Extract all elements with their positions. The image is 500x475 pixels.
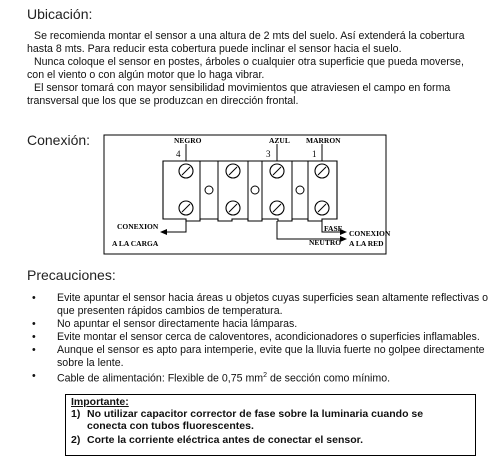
precaucion-item: • Evite apuntar el sensor hacia áreas u objetos cuyas superficies sean altamente reflectivas o — [32, 292, 489, 304]
terminal-number-1: 1 — [312, 149, 317, 159]
precauciones-heading: Precauciones: — [27, 267, 116, 283]
importante-item-text: conecta con tubos fluorescentes. — [87, 420, 254, 432]
importante-item-text: Corte la corriente eléctrica antes de conectar el sensor. — [87, 434, 364, 446]
label-azul: AZUL — [269, 136, 290, 145]
label-red-1: CONEXION — [349, 229, 391, 238]
precaucion-item-cable: • Cable de alimentación: Flexible de 0,75 $mm^2$ de sección como mínimo. — [32, 370, 391, 385]
ubicacion-line: Nunca coloque el sensor en postes, árboles o cualquier otra superficie que pueda moverse, — [34, 56, 464, 68]
precaucion-item: • No apuntar el sensor directamente hacia lámparas. — [32, 318, 298, 330]
terminal-number-4: 4 — [176, 149, 181, 159]
screw-top-3 — [270, 164, 284, 178]
precaucion-item-continuation: que presenten rápidos cambios de temperatura. — [57, 305, 283, 317]
screw-bottom-2 — [226, 201, 240, 215]
screw-top-4 — [315, 164, 329, 178]
bullet-icon: • — [32, 318, 36, 330]
precaucion-item-continuation: sobre la lente. — [57, 357, 124, 369]
hole — [205, 186, 213, 194]
label-fase: FASE — [324, 224, 343, 233]
label-negro: NEGRO — [174, 136, 202, 145]
bullet-icon: • — [32, 344, 36, 356]
diagram-frame — [104, 135, 386, 254]
bullet-icon: • — [32, 331, 36, 343]
importante-item-text: No utilizar capacitor corrector de fase sobre la luminaria cuando se — [87, 408, 424, 420]
arrow-carga — [160, 229, 167, 235]
screw-bottom-3 — [270, 201, 284, 215]
hole — [251, 186, 259, 194]
label-red-2: A LA RED — [349, 239, 384, 248]
hole — [296, 186, 304, 194]
screw-bottom-1 — [179, 201, 193, 215]
precaucion-item: • Evite montar el sensor cerca de caloventores, acondicionadores o superficies inflamables. — [32, 331, 480, 343]
terminal-number-3: 3 — [266, 149, 271, 159]
importante-title: Importante: — [71, 396, 129, 408]
ubicacion-line: con el viento o con algún motor que lo haga vibrar. — [27, 69, 265, 81]
label-neutro: NEUTRO — [309, 238, 342, 247]
ubicacion-heading: Ubicación: — [27, 6, 93, 22]
label-marron: MARRON — [306, 136, 341, 145]
label-carga-2: A LA CARGA — [112, 239, 159, 248]
ubicacion-line: transversal que los que se produzcan en dirección frontal. — [27, 95, 299, 107]
precaucion-item: • Aunque el sensor es apto para intemperie, evite que la lluvia fuerte no golpee directamente — [32, 344, 485, 356]
ubicacion-line: El sensor tomará con mayor sensibilidad movimientos que atraviesen el campo en forma — [34, 82, 451, 94]
bullet-icon: • — [32, 370, 36, 382]
screw-top-1 — [179, 164, 193, 178]
conexion-heading: Conexión: — [27, 132, 91, 148]
importante-item-number: 1) — [71, 408, 81, 420]
wire-carga — [165, 221, 186, 232]
screw-top-2 — [226, 164, 240, 178]
label-carga-1: CONEXION — [117, 222, 159, 231]
screw-bottom-4 — [315, 201, 329, 215]
importante-box — [65, 394, 476, 456]
importante-item-number: 2) — [71, 434, 81, 446]
ubicacion-line: hasta 8 mts. Para reducir esta cobertura puede inclinar el sensor hacia el suelo. — [27, 43, 402, 55]
ubicacion-line: Se recomienda montar el sensor a una altura de 2 mts del suelo. Así extenderá la cobertura — [34, 30, 465, 42]
bullet-icon: • — [32, 292, 36, 304]
